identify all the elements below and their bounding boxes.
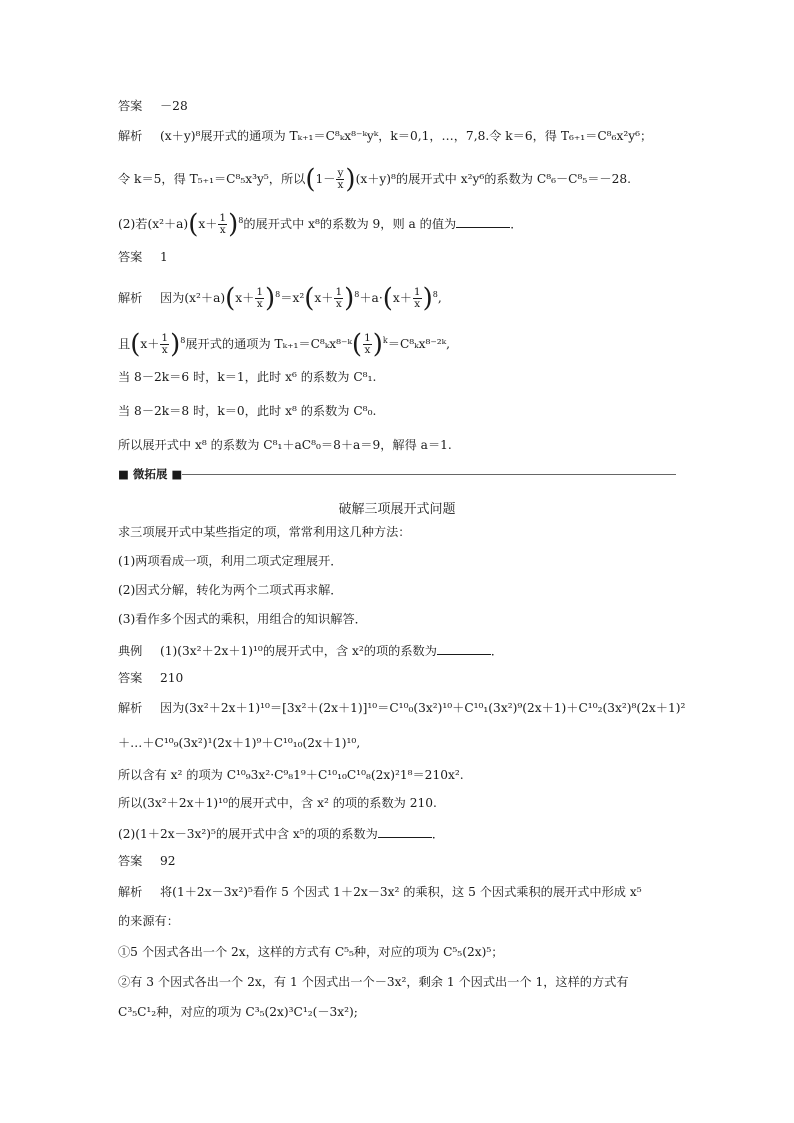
fraction-1-over-x: $\frac{1}{x}$ (413, 286, 421, 310)
analysis-line-1 (118, 128, 652, 144)
question-text: (2)(1＋2x－3x²)⁵的展开式中含 x⁵的项的系数为 (118, 827, 378, 841)
paren-left: ( (225, 283, 236, 314)
analysis-line-4 (118, 329, 451, 360)
answer-value: 1 (160, 250, 168, 264)
answer-value: 210 (160, 671, 184, 685)
paren-left: ( (305, 164, 316, 195)
paren-left: ( (351, 329, 363, 360)
answer-line-3 (118, 670, 183, 686)
analysis-line-11: 所以(3x²＋2x＋1)¹⁰的展开式中，含 x² 的项的系数为 210. (118, 796, 437, 810)
divider-line (182, 474, 676, 475)
x-plus: x＋ (392, 291, 412, 305)
period: ． (510, 217, 523, 231)
answer-value: －28 (160, 99, 188, 113)
analysis-line-13: 的来源有： (118, 914, 179, 928)
example-question-1 (118, 642, 503, 659)
method-3: (3)看作多个因式的乘积，用组合的知识解答． (118, 612, 367, 626)
paren-left: ( (188, 209, 199, 240)
example-question-2 (118, 825, 444, 842)
method-1: (1)两项看成一项，利用二项式定理展开． (118, 554, 343, 568)
period: ． (431, 827, 444, 841)
analysis-text: 展开式的通项为 Tₖ₊₁＝C⁸ₖx⁸⁻ᵏ (185, 337, 352, 351)
section-divider (118, 466, 676, 484)
answer-label: 答案 (118, 250, 143, 264)
answer-value: 92 (160, 854, 176, 868)
paren-right: ) (422, 283, 433, 314)
analysis-line-16: C³₅C¹₂种，对应的项为 C³₅(2x)³C¹₂(－3x²); (118, 1005, 358, 1019)
answer-label: 答案 (118, 671, 143, 685)
answer-line-1 (118, 98, 188, 114)
answer-blank[interactable] (437, 642, 491, 655)
paren-left: ( (382, 283, 393, 314)
analysis-text: 因为(x²＋a) (160, 291, 226, 305)
question-text: (2)若(x²＋a) (118, 217, 189, 231)
analysis-line-12 (118, 884, 642, 900)
exponent: 8 (354, 289, 360, 299)
question-text: (1)(3x²＋2x＋1)¹⁰的展开式中，含 x²的项的系数为 (160, 644, 437, 658)
paren-right: ) (344, 283, 355, 314)
answer-label: 答案 (118, 99, 143, 113)
x-plus: x＋ (314, 291, 334, 305)
analysis-line-14: ①5 个因式各出一个 2x，这样的方式有 C⁵₅种，对应的项为 C⁵₅(2x)⁵； (118, 945, 504, 959)
paren-left: ( (130, 329, 141, 360)
answer-label: 答案 (118, 854, 143, 868)
x-plus: x＋ (235, 291, 255, 305)
exponent: 8 (180, 335, 186, 345)
analysis-text: (x＋y)⁸展开式的通项为 Tₖ₊₁＝C⁸ₖx⁸⁻ᵏyᵏ，k＝0,1，…，7,8.令 k＝6，得 T₆₊₁＝C⁸₆x²y⁶； (160, 129, 653, 143)
x-plus: x＋ (140, 337, 160, 351)
period: ． (490, 644, 504, 658)
analysis-label: 解析 (118, 129, 143, 143)
analysis-text: 且 (118, 337, 131, 351)
analysis-line-5: 当 8－2k＝6 时，k＝1，此时 x⁶ 的系数为 C⁸₁. (118, 370, 377, 384)
analysis-text: 因为(3x²＋2x＋1)¹⁰＝[3x²＋(2x＋1)]¹⁰＝C¹⁰₀(3x²)¹⁰＋C¹⁰₁(3x²)⁹(2x＋1)＋C¹⁰₂(3x²)⁸(2x＋1)² (160, 701, 686, 715)
fraction-1-over-x: $\frac{1}{x}$ (256, 286, 264, 310)
analysis-text: ＝C⁸ₖx⁸⁻²ᵏ, (387, 337, 451, 351)
paren-right: ) (372, 329, 383, 360)
analysis-line-6: 当 8－2k＝8 时，k＝0，此时 x⁸ 的系数为 C⁸₀. (118, 404, 377, 418)
analysis-label: 解析 (118, 885, 143, 899)
analysis-line-2 (118, 164, 632, 195)
analysis-line-7: 所以展开式中 x⁸ 的系数为 C⁸₁＋aC⁸₀＝8＋a＝9，解得 a＝1. (118, 438, 452, 452)
answer-blank[interactable] (378, 825, 432, 838)
analysis-text: 令 k＝5，得 T₅₊₁＝C⁸₅x³y⁵，所以 (118, 172, 306, 186)
analysis-text: ＝x² (280, 291, 305, 305)
exponent: 8 (238, 215, 244, 225)
section-label: ■ 微拓展 ■ (118, 467, 183, 481)
exponent: 8 (432, 289, 438, 299)
analysis-text: (x＋y)⁸的展开式中 x²y⁶的系数为 C⁸₆－C⁸₅＝－28. (355, 172, 632, 186)
analysis-line-3: 解析 因为(x²＋a)(x＋ $\frac{1}{x}$ )$^8$＝x²(x＋ $\frac{1}{x}$ )$^8$＋a·(x＋ $\frac{1}{x}$ )$^8$, (118, 283, 442, 314)
paren-left: ( (304, 283, 315, 314)
section-title: 破解三项展开式问题 (338, 502, 456, 517)
answer-blank[interactable] (456, 215, 510, 228)
analysis-line-15: ②有 3 个因式各出一个 2x，有 1 个因式出一个－3x²，剩余 1 个因式出一个 1，这样的方式有 (118, 975, 629, 989)
one-minus: 1－ (315, 172, 336, 186)
exponent: 8 (275, 289, 281, 299)
paren-right: ) (265, 283, 276, 314)
paren-right: ) (345, 164, 356, 195)
fraction-1-over-x: $\frac{1}{x}$ (335, 286, 343, 310)
paren-right: ) (228, 209, 239, 240)
question-text: 的展开式中 x⁸的系数为 9，则 a 的值为 (243, 217, 457, 231)
analysis-line-8 (118, 700, 685, 716)
analysis-text: ＋a· (359, 291, 383, 305)
analysis-label: 解析 (118, 291, 143, 305)
answer-line-2 (118, 249, 168, 265)
exponent: k (382, 335, 388, 345)
fraction-1-over-x: $\frac{1}{x}$ (219, 212, 227, 236)
analysis-text: 将(1＋2x－3x²)⁵看作 5 个因式 1＋2x－3x² 的乘积，这 5 个因式乘积的展开式中形成 x⁵ (160, 885, 642, 899)
fraction-y-over-x: $\frac{y}{x}$ (337, 167, 344, 191)
method-2: (2)因式分解，转化为两个二项式再求解． (118, 583, 343, 597)
x-plus: x＋ (198, 217, 218, 231)
analysis-label: 解析 (118, 701, 143, 715)
answer-line-4 (118, 853, 176, 869)
fraction-1-over-x: $\frac{1}{x}$ (161, 332, 169, 356)
intro-line: 求三项展开式中某些指定的项，常常利用这几种方法： (118, 525, 411, 539)
example-label: 典例 (118, 644, 143, 658)
analysis-line-9: ＋…＋C¹⁰₉(3x²)¹(2x＋1)⁹＋C¹⁰₁₀(2x＋1)¹⁰, (118, 736, 361, 750)
fraction-1-over-x: $\frac{1}{x}$ (364, 332, 371, 356)
analysis-line-10: 所以含有 x² 的项为 C¹⁰₉3x²·C⁹₈1⁹＋C¹⁰₁₀C¹⁰₈(2x)²1⁸＝210x². (118, 768, 464, 782)
paren-right: ) (170, 329, 181, 360)
question-2 (118, 209, 523, 240)
